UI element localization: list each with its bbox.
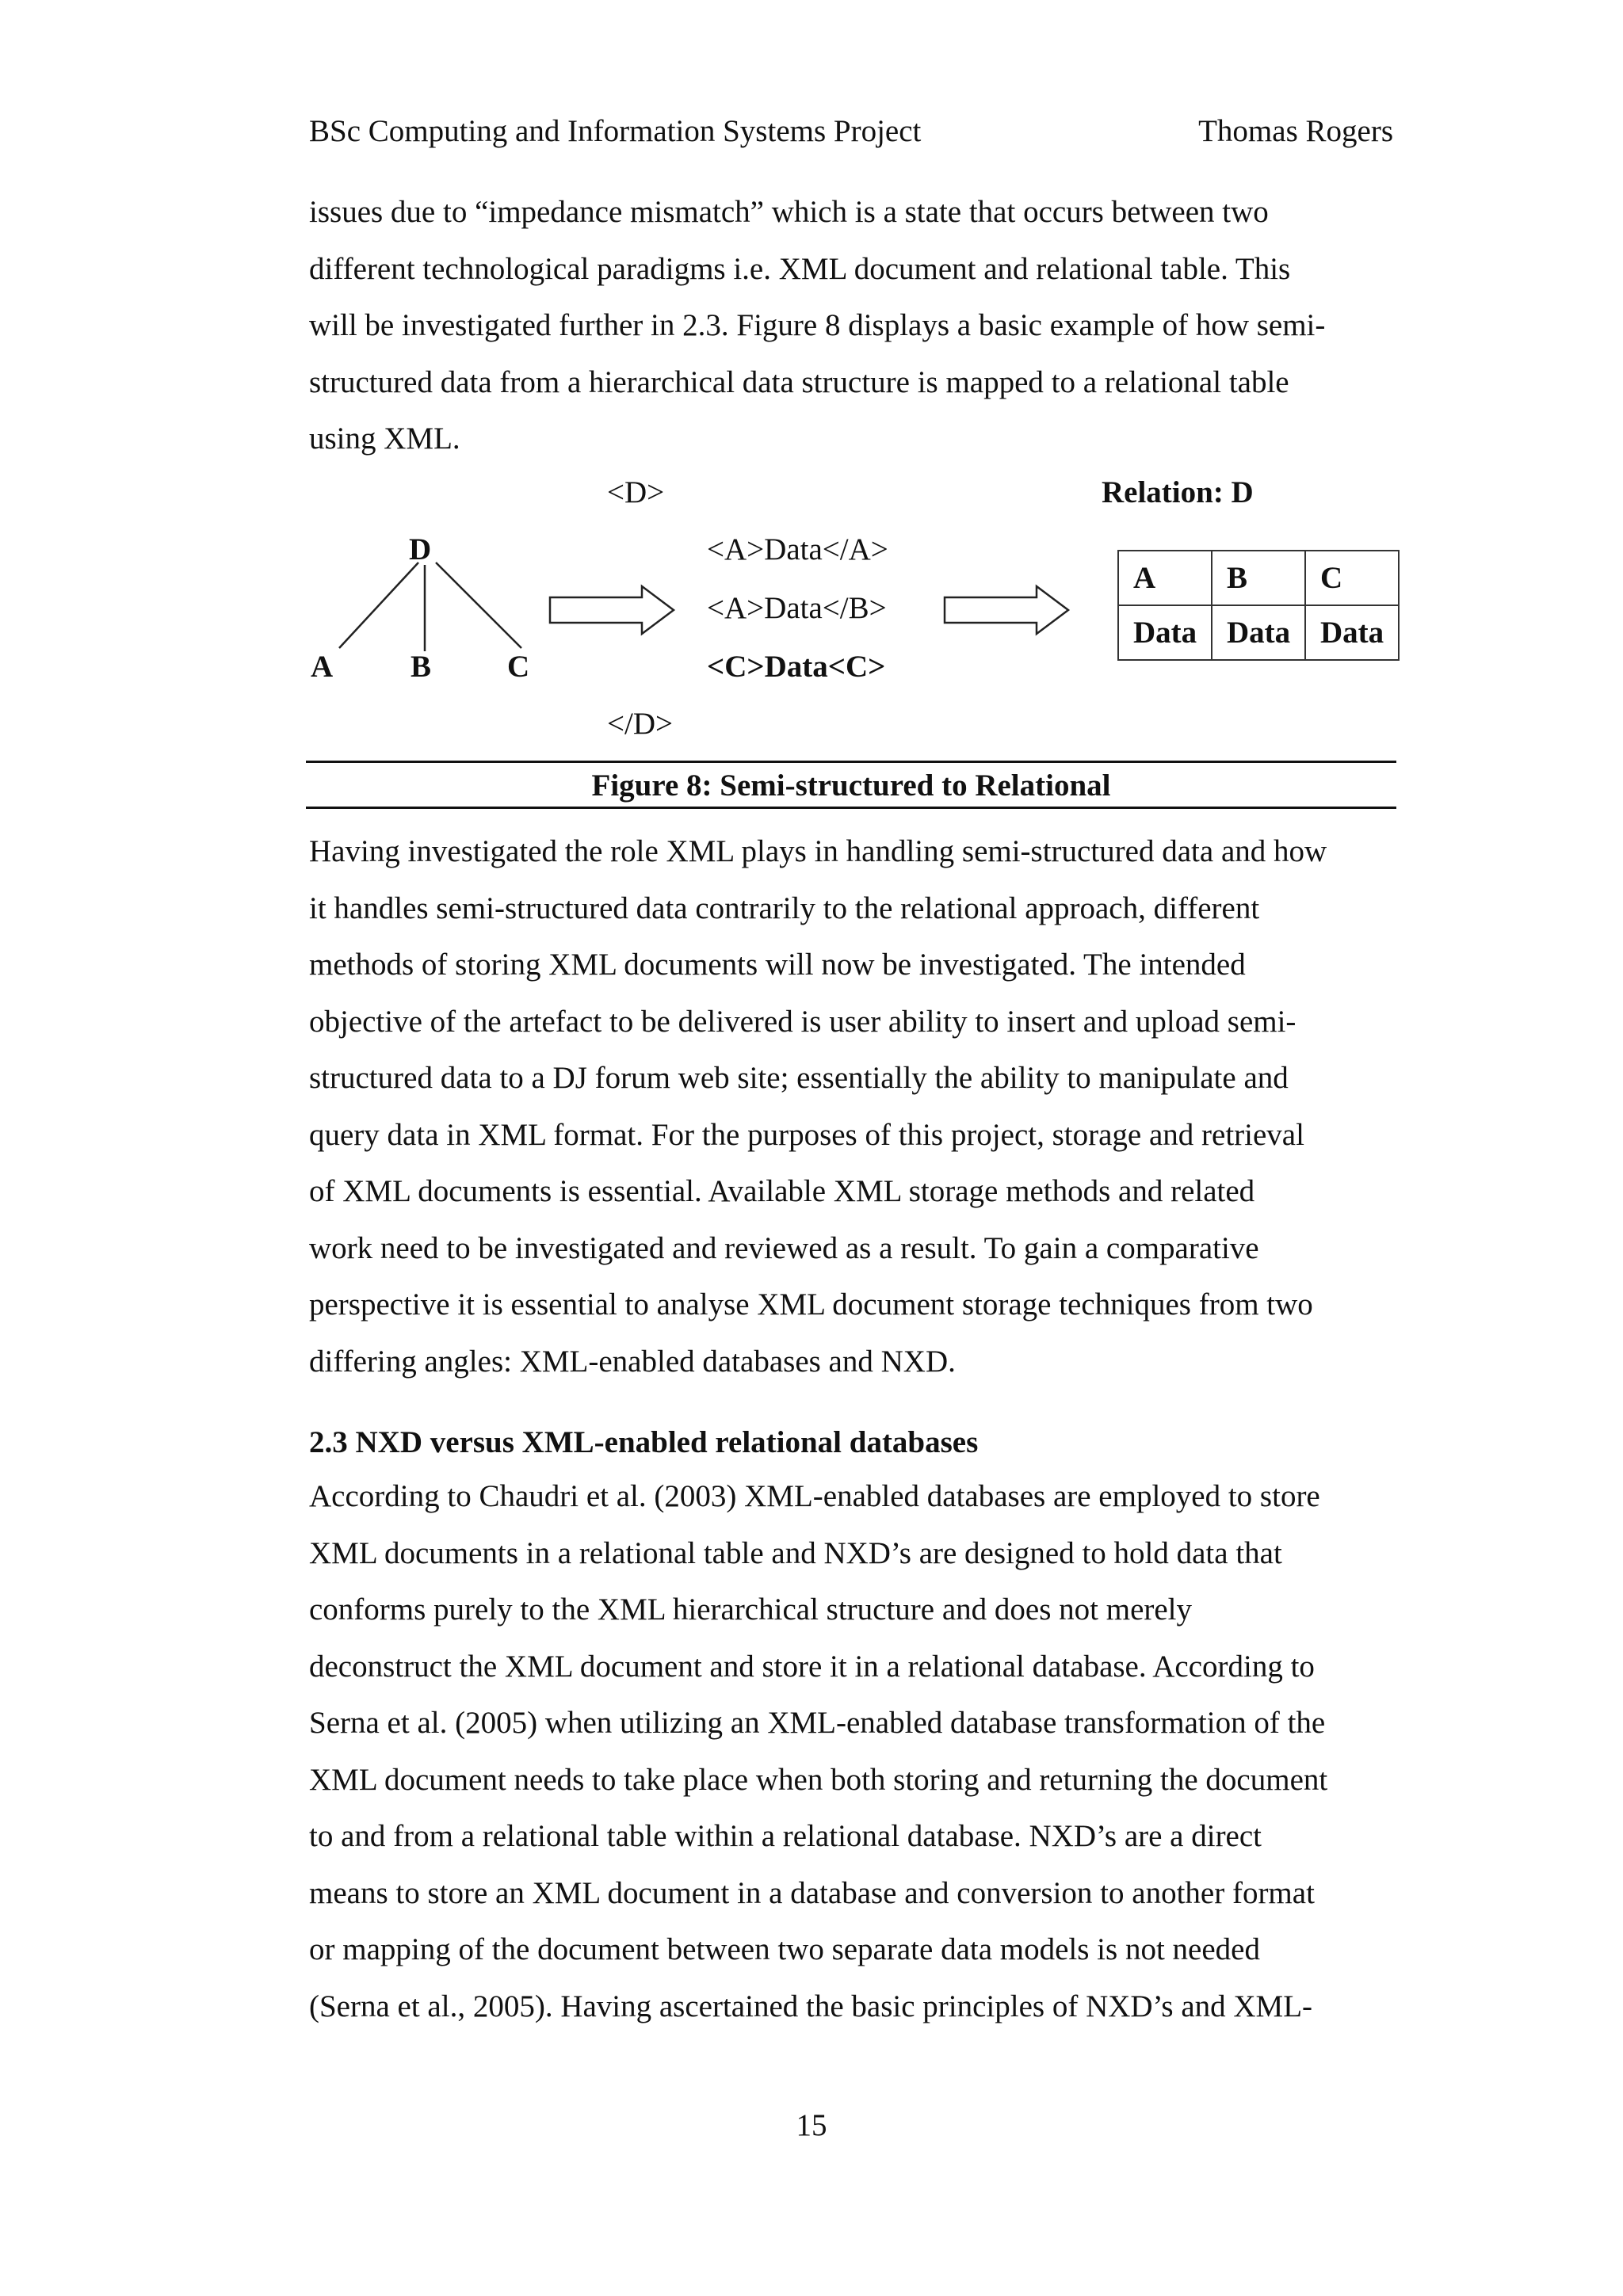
table-cell: Data [1118,605,1212,660]
arrow-right-icon [550,586,674,634]
tree-edge-d-c [436,563,521,648]
paragraph-line: XML documents in a relational table and NXD’s are designed to hold data that [309,1535,1282,1570]
paragraph-line: methods of storing XML documents will now be investigated. The intended [309,948,1246,982]
xml-line: <A>Data</B> [707,591,887,625]
xml-close-tag: </D> [607,707,673,741]
paragraph-line: objective of the artefact to be delivered is user ability to insert and upload semi- [309,1004,1296,1039]
arrow-right-icon [945,586,1068,634]
paragraph-line: differing angles: XML-enabled databases and NXD. [309,1344,956,1379]
table-row [1118,605,1399,660]
paragraph-line: work need to be investigated and reviewed as a result. To gain a comparative [309,1230,1259,1265]
paragraph-line: Serna et al. (2005) when utilizing an XML-enabled database transformation of the [309,1706,1326,1740]
tree-node-root: D [409,532,432,566]
running-header-title: BSc Computing and Information Systems Project [309,114,922,148]
figure-caption: Figure 8: Semi-structured to Relational [591,769,1111,803]
paragraph-line: means to store an XML document in a database and conversion to another format [309,1875,1315,1910]
paragraph-line: (Serna et al., 2005). Having ascertained the basic principles of NXD’s and XML- [309,1989,1313,2023]
tree-node-child: A [311,650,334,684]
paragraph-line: or mapping of the document between two separate data models is not needed [309,1932,1260,1966]
xml-line: <C>Data<C> [707,650,886,684]
table-cell: Data [1212,605,1305,660]
paragraph-intro [309,184,1393,467]
xml-line: <A>Data</A> [707,532,888,566]
paragraph-line: Having investigated the role XML plays in handling semi-structured data and how [309,834,1327,868]
running-header-author: Thomas Rogers [1198,114,1393,148]
paragraph-line: structured data from a hierarchical data structure is mapped to a relational table [309,364,1289,399]
caption-rule-bottom [306,807,1396,809]
table-header-cell: A [1118,551,1212,605]
table-header-cell: C [1305,551,1399,605]
relation-title: Relation: D [1102,475,1254,509]
section-heading: 2.3 NXD versus XML-enabled relational databases [309,1425,979,1459]
page-number: 15 [796,2108,827,2142]
paragraph-line: deconstruct the XML document and store it in a relational database. According to [309,1649,1315,1684]
table-cell: Data [1305,605,1399,660]
paragraph-line: XML document needs to take place when both storing and returning the document [309,1762,1328,1797]
tree-node-child: C [507,650,530,684]
paragraph-line: structured data to a DJ forum web site; essentially the ability to manipulate and [309,1061,1289,1095]
paragraph-line: conforms purely to the XML hierarchical structure and does not merely [309,1592,1193,1627]
paragraph-line: issues due to “impedance mismatch” which is a state that occurs between two [309,195,1269,229]
paragraph-line: query data in XML format. For the purposes of this project, storage and retrieval [309,1117,1304,1152]
tree-edge-d-a [339,563,418,648]
table-header-row [1118,551,1399,605]
paragraph-line: it handles semi-structured data contrarily to the relational approach, different [309,891,1260,925]
relation-table [1117,550,1400,661]
xml-open-tag: <D> [607,475,665,509]
paragraph-line: different technological paradigms i.e. XML document and relational table. This [309,251,1291,286]
paragraph-storage [309,823,1393,1390]
paragraph-line: using XML. [309,421,460,456]
figure-8 [0,467,1623,753]
table-header-cell: B [1212,551,1305,605]
paragraph-line: perspective it is essential to analyse XML document storage techniques from two [309,1287,1313,1322]
caption-rule-top [306,761,1396,763]
paragraph-line: will be investigated further in 2.3. Figure 8 displays a basic example of how semi- [309,308,1326,342]
paragraph-nxd [309,1468,1393,2035]
paragraph-line: According to Chaudri et al. (2003) XML-enabled databases are employed to store [309,1479,1320,1513]
paragraph-line: of XML documents is essential. Available XML storage methods and related [309,1174,1255,1208]
paragraph-line: to and from a relational table within a relational database. NXD’s are a direct [309,1819,1262,1853]
tree-node-child: B [411,650,432,684]
